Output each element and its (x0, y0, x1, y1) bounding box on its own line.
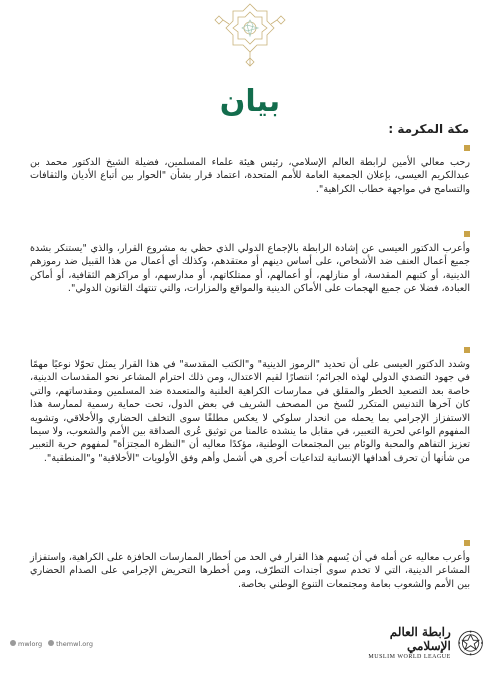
social-icon (10, 640, 16, 646)
islamic-pattern-ornament (205, 2, 295, 68)
location-line: مكة المكرمة : (388, 122, 469, 136)
logo-english-name: MUSLIM WORLD LEAGUE (368, 653, 451, 660)
paragraph-3: وشدد الدكتور العيسى على أن تحديد "الرموز الدينية" و"الكتب المقدسة" في هذا القرار يمثل تحوّلا نوعيًا مهمًا في جهود التصدي الدولي لهذه الجرائم؛ انتصارًا لقيم الاعتدال، ومن ذلك احترام المشاعر نحو المقدسات الدينية، خاصة بعد التصعيد الخطر والمقلق في ممارسات الكراهية العلنية والمتعمدة ضد المسلمين ومقدساتهم، والتي كان آخرها التدنيس المتكرر لنُسخ من المصحف الشريف في بعض الدول، تحت حماية رسمية لممارسة هذا الاستفزاز الإجرامي بما يحمله من انحدار سلوكي لا يعكس مطلقًا سوى التخلف الحضاري والأخلاقي، وتشويه المفهوم الواعي لحرية التعبير، في مقابل ما ينشده عالمنا من توثيق عُرى الصداقة بين الأمم والشعوب، ولا سيما تعزيز التفاهم والمحبة والوئام بين المجتمعات الوطنية، مؤكدًا معاليه أن "النظرة المجتزأة" لمفهوم حرية التعبير من شأنها أن تحرف أهدافها الإنسانية لتداعيات أخرى هي أشمل وأهم وفق الأولويات "الأخلاقية" و"المنطقية". (30, 359, 470, 464)
bullet-marker (464, 231, 470, 237)
logo-arabic-name: رابطة العالم الإسلامي (389, 624, 451, 653)
globe-icon (48, 640, 54, 646)
mwl-logo (352, 626, 484, 660)
mwl-emblem-icon (457, 628, 484, 658)
bullet-marker (464, 347, 470, 353)
bullet-marker (464, 145, 470, 151)
statement-title: بيان (219, 84, 281, 119)
social-links (10, 640, 93, 648)
bullet-marker (464, 540, 470, 546)
paragraph-1: رحب معالي الأمين لرابطة العالم الإسلامي، رئيس هيئة علماء المسلمين، فضيلة الشيخ الدكتور محمد بن عبدالكريم العيسى، بإعلان الجمعية العامة للأمم المتحدة، اعتماد قرار بشأن "الحوار بين أتباع الأديان والثقافات والتسامح في مواجهة خطاب الكراهية". (30, 157, 470, 195)
social-handle[interactable]: mwlorg (10, 640, 42, 648)
paragraph-2: وأعرب الدكتور العيسى عن إشادة الرابطة بالإجماع الدولي الذي حظي به مشروع القرار، والذي "يستنكر بشدة جميع أعمال العنف ضد الأشخاص، على أساس دينهم أو معتقدهم، وكذلك أي أعمال من هذا القبيل ضد رموزهم الدينية، أو كتبهم المقدسة، أو منازلهم، أو أعمالهم، أو ممتلكاتهم، أو مدارسهم، أو مراكزهم الثقافية، أو أماكن العبادة، فضلا عن جميع الهجمات على الأماكن الدينية والمواقع والمزارات، والتي تنتهك القانون الدولي". (30, 243, 470, 295)
logo-text (352, 625, 451, 662)
paragraph-4: وأعرب معاليه عن أمله في أن يُسهم هذا القرار في الحد من أخطار الممارسات الحافزة على الكراهية، واستفزاز المشاعر الدينية، التي لا تخدم سوى أجندات التطرّف، ومن أخطرها التحريض الإجرامي على الصدام الحضاري بين الأمم والشعوب بعامة ومجتمعات التنوع الوطني بخاصة. (30, 552, 470, 590)
website-link[interactable]: themwl.org (48, 640, 93, 648)
